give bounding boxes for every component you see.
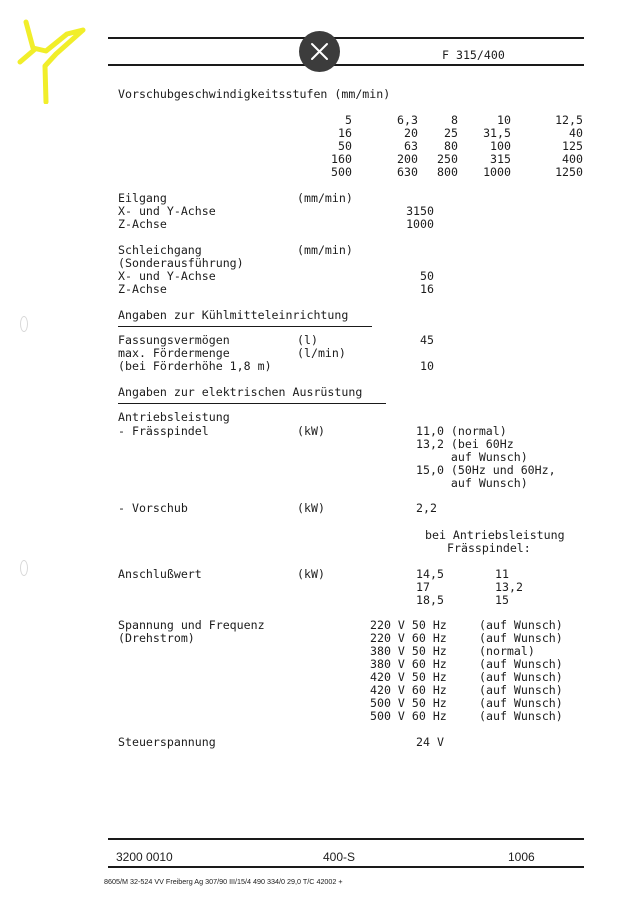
footer-rule-2 bbox=[108, 866, 584, 868]
coolant-row-unit: (l/min) bbox=[297, 346, 346, 360]
feed-step-value: 1250 bbox=[555, 165, 583, 179]
creep-unit: (mm/min) bbox=[297, 243, 353, 257]
feed-step-value: 160 bbox=[331, 152, 352, 166]
voltage-note: (auf Wunsch) bbox=[479, 657, 563, 671]
voltage-note: (auf Wunsch) bbox=[479, 631, 563, 645]
feed-step-value: 200 bbox=[397, 152, 418, 166]
coolant-row-label: Fassungsvermögen bbox=[118, 333, 230, 347]
feed-step-value: 50 bbox=[338, 139, 352, 153]
feed-step-value: 500 bbox=[331, 165, 352, 179]
feed-power-unit: (kW) bbox=[297, 501, 325, 515]
creep-sub: (Sonderausführung) bbox=[118, 256, 244, 270]
feed-step-value: 8 bbox=[451, 113, 458, 127]
creep-row-label: Z-Achse bbox=[118, 282, 167, 296]
feed-step-value: 1000 bbox=[483, 165, 511, 179]
rapid-row-value: 1000 bbox=[406, 217, 434, 231]
connection-value: 15 bbox=[495, 593, 509, 607]
feed-step-value: 63 bbox=[404, 139, 418, 153]
rapid-row-value: 3150 bbox=[406, 204, 434, 218]
print-line: 8605/M 32-524 VV Freiberg Ag 307/90 III/15/4 490 334/0 29,0 T/C 42002 + bbox=[104, 877, 343, 886]
voltage-value: 420 V 50 Hz bbox=[370, 670, 447, 684]
feed-power-value: 2,2 bbox=[416, 501, 437, 515]
spindle-label: - Frässpindel bbox=[118, 424, 209, 438]
feed-step-value: 400 bbox=[562, 152, 583, 166]
spindle-line: 13,2 (bei 60Hz bbox=[416, 437, 514, 451]
drive-note-line: bei Antriebsleistung bbox=[425, 528, 565, 542]
voltage-value: 380 V 50 Hz bbox=[370, 644, 447, 658]
spindle-line: auf Wunsch) bbox=[416, 450, 528, 464]
spindle-line: auf Wunsch) bbox=[416, 476, 528, 490]
voltage-value: 500 V 50 Hz bbox=[370, 696, 447, 710]
feed-step-value: 800 bbox=[437, 165, 458, 179]
punch-hole-mark bbox=[20, 560, 28, 576]
footer-left: 3200 0010 bbox=[116, 850, 173, 864]
voltage-note: (auf Wunsch) bbox=[479, 670, 563, 684]
coolant-row-label: max. Fördermenge bbox=[118, 346, 230, 360]
connection-value: 18,5 bbox=[416, 593, 444, 607]
document-id: F 315/400 bbox=[442, 48, 505, 62]
punch-hole-mark bbox=[20, 316, 28, 332]
voltage-label: Spannung und Frequenz bbox=[118, 618, 265, 632]
connection-label: Anschlußwert bbox=[118, 567, 202, 581]
feed-step-value: 40 bbox=[569, 126, 583, 140]
coolant-row-unit: (l) bbox=[297, 333, 318, 347]
top-rule-2 bbox=[108, 64, 584, 66]
feed-step-value: 630 bbox=[397, 165, 418, 179]
rapid-row-label: X- und Y-Achse bbox=[118, 204, 216, 218]
voltage-value: 420 V 60 Hz bbox=[370, 683, 447, 697]
close-icon bbox=[309, 41, 330, 62]
creep-row-label: X- und Y-Achse bbox=[118, 269, 216, 283]
feed-step-value: 80 bbox=[444, 139, 458, 153]
coolant-heading-underline bbox=[118, 326, 372, 327]
feed-steps-heading: Vorschubgeschwindigkeitsstufen (mm/min) bbox=[118, 87, 391, 101]
voltage-value: 380 V 60 Hz bbox=[370, 657, 447, 671]
footer-right: 1006 bbox=[508, 850, 535, 864]
feed-step-value: 100 bbox=[490, 139, 511, 153]
voltage-value: 220 V 60 Hz bbox=[370, 631, 447, 645]
creep-label: Schleichgang bbox=[118, 243, 202, 257]
feed-step-value: 5 bbox=[345, 113, 352, 127]
voltage-note: (auf Wunsch) bbox=[479, 696, 563, 710]
voltage-note: (normal) bbox=[479, 644, 535, 658]
feed-step-value: 10 bbox=[497, 113, 511, 127]
connection-value: 11 bbox=[495, 567, 509, 581]
connection-unit: (kW) bbox=[297, 567, 325, 581]
voltage-value: 500 V 60 Hz bbox=[370, 709, 447, 723]
spindle-line: 15,0 (50Hz und 60Hz, bbox=[416, 463, 556, 477]
coolant-heading: Angaben zur Kühlmitteleinrichtung bbox=[118, 308, 349, 322]
drive-power-label: Antriebsleistung bbox=[118, 410, 230, 424]
spindle-line: 11,0 (normal) bbox=[416, 424, 507, 438]
feed-step-value: 16 bbox=[338, 126, 352, 140]
connection-value: 13,2 bbox=[495, 580, 523, 594]
spindle-unit: (kW) bbox=[297, 424, 325, 438]
feed-step-value: 20 bbox=[404, 126, 418, 140]
rapid-unit: (mm/min) bbox=[297, 191, 353, 205]
creep-row-value: 16 bbox=[420, 282, 434, 296]
voltage-value: 220 V 50 Hz bbox=[370, 618, 447, 632]
feed-step-value: 315 bbox=[490, 152, 511, 166]
rapid-label: Eilgang bbox=[118, 191, 167, 205]
voltage-note: (auf Wunsch) bbox=[479, 683, 563, 697]
feed-step-value: 6,3 bbox=[397, 113, 418, 127]
electric-heading: Angaben zur elektrischen Ausrüstung bbox=[118, 385, 363, 399]
creep-row-value: 50 bbox=[420, 269, 434, 283]
voltage-note: (auf Wunsch) bbox=[479, 618, 563, 632]
close-button[interactable] bbox=[299, 31, 340, 72]
coolant-row-value: 10 bbox=[420, 359, 434, 373]
feed-power-label: - Vorschub bbox=[118, 501, 188, 515]
control-voltage-label: Steuerspannung bbox=[118, 735, 216, 749]
rapid-row-label: Z-Achse bbox=[118, 217, 167, 231]
footer-center: 400-S bbox=[323, 850, 356, 864]
drive-note-line: Frässpindel: bbox=[447, 541, 531, 555]
feed-step-value: 31,5 bbox=[483, 126, 511, 140]
feed-step-value: 125 bbox=[562, 139, 583, 153]
control-voltage-value: 24 V bbox=[416, 735, 444, 749]
electric-heading-underline bbox=[118, 403, 386, 404]
coolant-row-value: 45 bbox=[420, 333, 434, 347]
voltage-note: (auf Wunsch) bbox=[479, 709, 563, 723]
feed-step-value: 250 bbox=[437, 152, 458, 166]
voltage-sub: (Drehstrom) bbox=[118, 631, 195, 645]
footer-rule bbox=[108, 838, 584, 840]
connection-value: 14,5 bbox=[416, 567, 444, 581]
feed-step-value: 12,5 bbox=[555, 113, 583, 127]
feed-step-value: 25 bbox=[444, 126, 458, 140]
coolant-row-label: (bei Förderhöhe 1,8 m) bbox=[118, 359, 272, 373]
connection-value: 17 bbox=[416, 580, 430, 594]
top-rule bbox=[108, 37, 584, 39]
highlighter-mark-icon bbox=[12, 18, 90, 107]
